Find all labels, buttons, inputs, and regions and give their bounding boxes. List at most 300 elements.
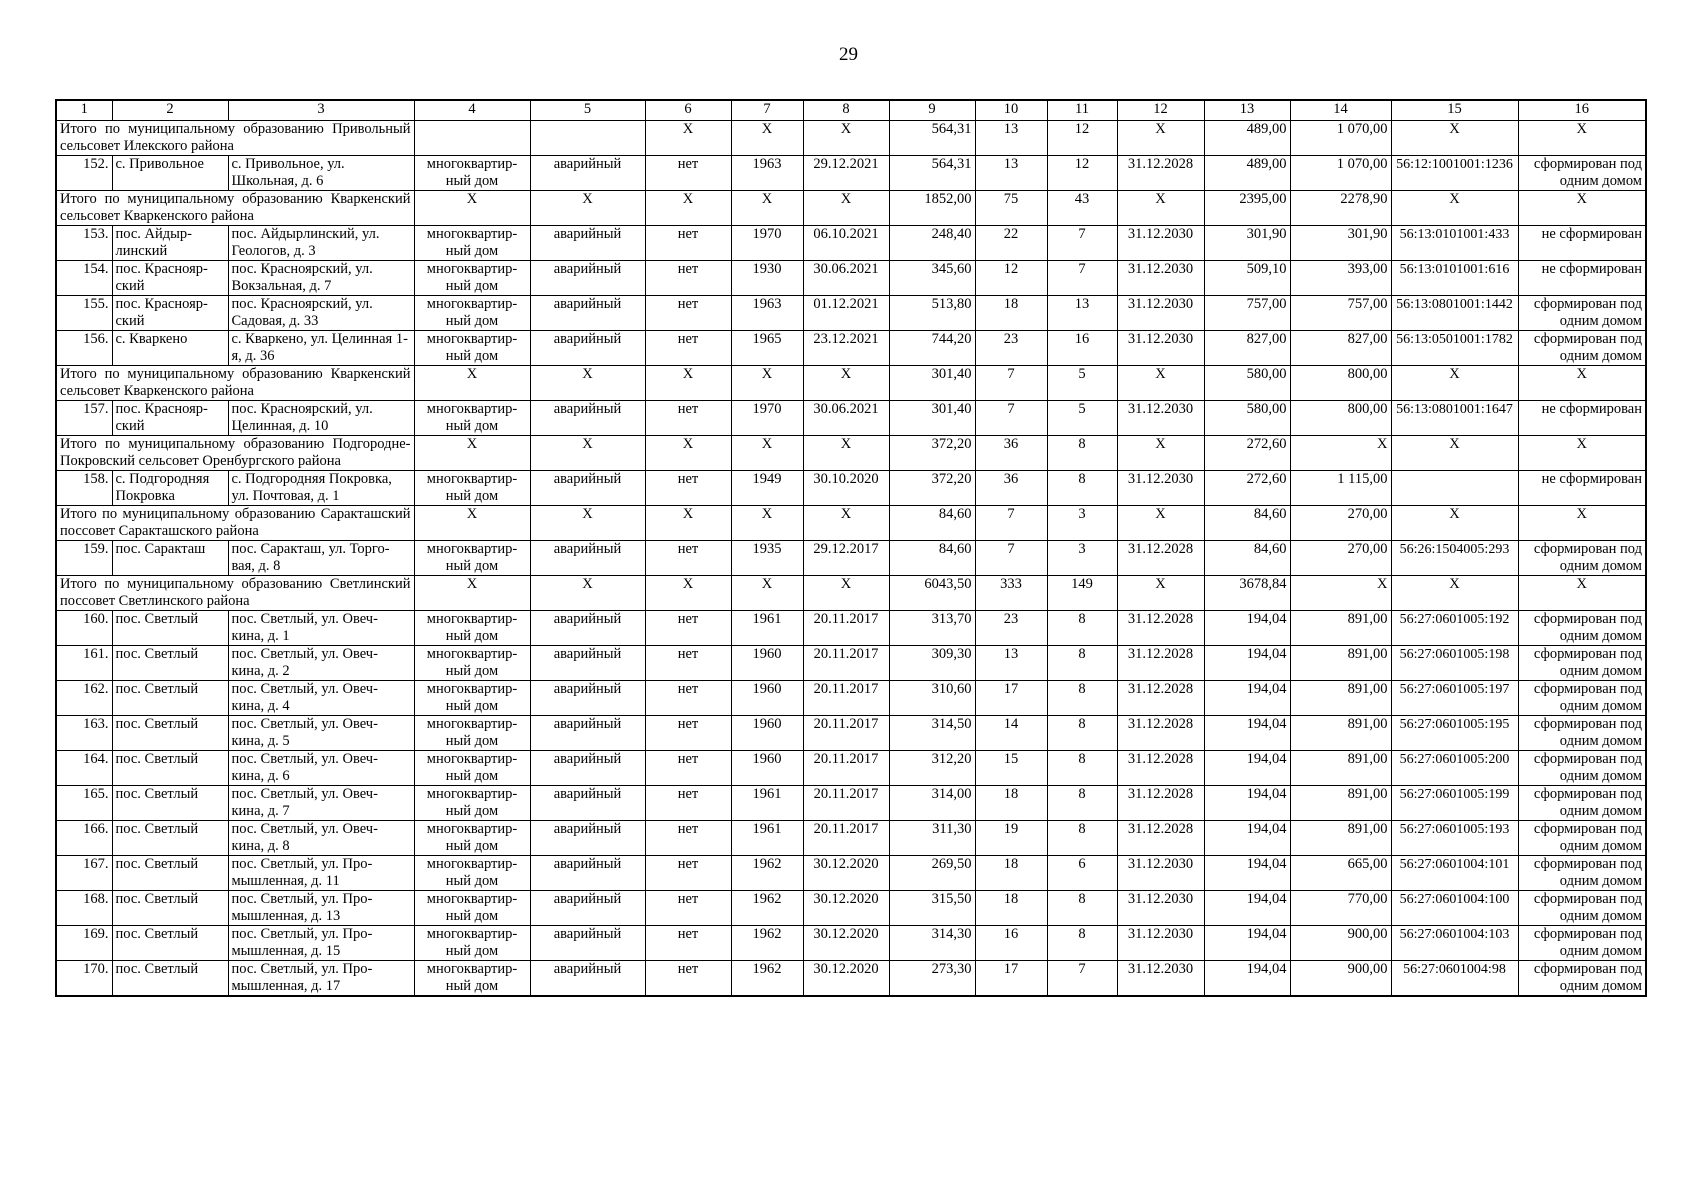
land-area-cell: 580,00 [1204,366,1290,401]
land-status-cell: сформирован под одним домом [1518,331,1646,366]
status-cell: нет [645,786,731,821]
land-status-cell: X [1518,121,1646,156]
recognition-date-cell: 30.12.2020 [803,961,889,997]
condition-cell: аварийный [530,541,645,576]
plot-area-cell: 891,00 [1290,646,1391,681]
deadline-cell: 31.12.2030 [1117,926,1204,961]
row-number: 154. [56,261,112,296]
plot-area-cell: 1 070,00 [1290,121,1391,156]
column-number: 9 [889,100,975,121]
residents-cell: 17 [975,681,1047,716]
plot-area-cell: X [1290,576,1391,611]
recognition-date-cell: 30.12.2020 [803,856,889,891]
building-type-cell: многоквартир-ный дом [414,961,530,997]
condition-cell: аварийный [530,331,645,366]
cadastral-number-cell: 56:27:0601005:193 [1391,821,1518,856]
recognition-date-cell: 30.06.2021 [803,401,889,436]
recognition-date-cell: 20.11.2017 [803,646,889,681]
year-built-cell: 1949 [731,471,803,506]
status-cell: нет [645,646,731,681]
residents-cell: 36 [975,471,1047,506]
deadline-cell: X [1117,506,1204,541]
column-number: 13 [1204,100,1290,121]
status-cell: X [645,576,731,611]
land-area-cell: 194,04 [1204,926,1290,961]
cadastral-number-cell: 56:27:0601005:197 [1391,681,1518,716]
settlement-cell: пос. Краснояр-ский [112,261,228,296]
year-built-cell: 1970 [731,401,803,436]
deadline-cell: 31.12.2030 [1117,261,1204,296]
plot-area-cell: 891,00 [1290,681,1391,716]
condition-cell: аварийный [530,856,645,891]
year-built-cell: 1961 [731,786,803,821]
recognition-date-cell: 20.11.2017 [803,786,889,821]
land-area-cell: 489,00 [1204,156,1290,191]
land-status-cell: X [1518,366,1646,401]
address-cell: пос. Айдырлинский, ул. Геологов, д. 3 [228,226,414,261]
year-built-cell: 1960 [731,751,803,786]
condition-cell: аварийный [530,786,645,821]
residents-cell: 18 [975,786,1047,821]
settlement-cell: с. Подгородняя Покровка [112,471,228,506]
plot-area-cell: 665,00 [1290,856,1391,891]
apartments-cell: 8 [1047,646,1117,681]
land-area-cell: 194,04 [1204,751,1290,786]
status-cell: нет [645,296,731,331]
column-number: 1 [56,100,112,121]
settlement-cell: пос. Светлый [112,716,228,751]
subtotal-label: Итого по муниципальному образованию Привольный сельсовет Илекского района [56,121,414,156]
year-built-cell: 1963 [731,296,803,331]
settlement-cell: пос. Светлый [112,891,228,926]
land-status-cell: сформирован под одним домом [1518,856,1646,891]
condition-cell: аварийный [530,611,645,646]
recognition-date-cell: 06.10.2021 [803,226,889,261]
building-type-cell: многоквартир-ный дом [414,891,530,926]
table-row [56,156,1646,191]
settlement-cell: пос. Светлый [112,646,228,681]
residents-cell: 16 [975,926,1047,961]
building-type-cell: многоквартир-ный дом [414,821,530,856]
recognition-date-cell: X [803,436,889,471]
status-cell: нет [645,331,731,366]
land-status-cell: сформирован под одним домом [1518,926,1646,961]
residents-cell: 13 [975,156,1047,191]
land-area-cell: 757,00 [1204,296,1290,331]
status-cell: нет [645,261,731,296]
plot-area-cell: 2278,90 [1290,191,1391,226]
cadastral-number-cell: 56:27:0601004:103 [1391,926,1518,961]
recognition-date-cell: X [803,506,889,541]
land-status-cell: сформирован под одним домом [1518,296,1646,331]
address-cell: пос. Саракташ, ул. Торго-вая, д. 8 [228,541,414,576]
address-cell: пос. Светлый, ул. Овеч-кина, д. 2 [228,646,414,681]
building-type-cell: многоквартир-ный дом [414,331,530,366]
land-status-cell: сформирован под одним домом [1518,961,1646,997]
row-number: 162. [56,681,112,716]
status-cell: нет [645,156,731,191]
recognition-date-cell: X [803,366,889,401]
deadline-cell: X [1117,366,1204,401]
address-cell: пос. Светлый, ул. Про-мышленная, д. 17 [228,961,414,997]
apartments-cell: 3 [1047,506,1117,541]
condition-cell: аварийный [530,751,645,786]
housing-registry-table [55,99,1647,997]
apartments-cell: 8 [1047,751,1117,786]
plot-area-cell: 800,00 [1290,401,1391,436]
apartments-cell: 6 [1047,856,1117,891]
land-area-cell: 272,60 [1204,471,1290,506]
land-status-cell: X [1518,436,1646,471]
building-type-cell: X [414,576,530,611]
row-number: 161. [56,646,112,681]
year-built-cell: X [731,506,803,541]
cadastral-number-cell: 56:13:0801001:1647 [1391,401,1518,436]
land-area-cell: 301,90 [1204,226,1290,261]
land-status-cell: сформирован под одним домом [1518,681,1646,716]
status-cell: X [645,121,731,156]
recognition-date-cell: 30.06.2021 [803,261,889,296]
residents-cell: 14 [975,716,1047,751]
row-number: 163. [56,716,112,751]
residents-cell: 15 [975,751,1047,786]
residents-cell: 7 [975,401,1047,436]
plot-area-cell: 891,00 [1290,786,1391,821]
subtotal-label: Итого по муниципальному образованию Кваркенский сельсовет Кваркенского района [56,191,414,226]
apartments-cell: 43 [1047,191,1117,226]
plot-area-cell: 891,00 [1290,611,1391,646]
plot-area-cell: 1 115,00 [1290,471,1391,506]
row-number: 152. [56,156,112,191]
deadline-cell: 31.12.2030 [1117,226,1204,261]
year-built-cell: 1961 [731,821,803,856]
area-cell: 84,60 [889,506,975,541]
recognition-date-cell: 30.12.2020 [803,891,889,926]
year-built-cell: 1962 [731,891,803,926]
status-cell: нет [645,541,731,576]
recognition-date-cell: 29.12.2017 [803,541,889,576]
cadastral-number-cell: 56:27:0601005:199 [1391,786,1518,821]
table-row [56,471,1646,506]
recognition-date-cell: 20.11.2017 [803,821,889,856]
status-cell: нет [645,891,731,926]
cadastral-number-cell: 56:27:0601005:198 [1391,646,1518,681]
address-cell: с. Кваркено, ул. Целинная 1-я, д. 36 [228,331,414,366]
table-row [56,296,1646,331]
subtotal-row [56,576,1646,611]
settlement-cell: пос. Светлый [112,926,228,961]
residents-cell: 17 [975,961,1047,997]
area-cell: 744,20 [889,331,975,366]
cadastral-number-cell: 56:26:1504005:293 [1391,541,1518,576]
address-cell: пос. Светлый, ул. Овеч-кина, д. 7 [228,786,414,821]
table-row [56,891,1646,926]
building-type-cell: многоквартир-ный дом [414,401,530,436]
address-cell: пос. Светлый, ул. Про-мышленная, д. 13 [228,891,414,926]
residents-cell: 36 [975,436,1047,471]
year-built-cell: X [731,436,803,471]
land-status-cell: X [1518,576,1646,611]
column-number: 7 [731,100,803,121]
subtotal-row [56,506,1646,541]
row-number: 155. [56,296,112,331]
table-row [56,226,1646,261]
column-number: 4 [414,100,530,121]
plot-area-cell: 1 070,00 [1290,156,1391,191]
condition-cell: аварийный [530,471,645,506]
plot-area-cell: 800,00 [1290,366,1391,401]
deadline-cell: 31.12.2030 [1117,331,1204,366]
deadline-cell: 31.12.2028 [1117,156,1204,191]
table-row [56,541,1646,576]
year-built-cell: X [731,191,803,226]
area-cell: 301,40 [889,366,975,401]
table-row [56,751,1646,786]
building-type-cell: многоквартир-ный дом [414,156,530,191]
building-type-cell: многоквартир-ный дом [414,296,530,331]
deadline-cell: 31.12.2028 [1117,611,1204,646]
cadastral-number-cell: 56:27:0601004:100 [1391,891,1518,926]
status-cell: X [645,366,731,401]
condition-cell [530,121,645,156]
cadastral-number-cell [1391,471,1518,506]
table-row [56,261,1646,296]
land-status-cell: X [1518,191,1646,226]
condition-cell: аварийный [530,891,645,926]
year-built-cell: X [731,366,803,401]
cadastral-number-cell: 56:13:0101001:616 [1391,261,1518,296]
status-cell: X [645,436,731,471]
recognition-date-cell: 23.12.2021 [803,331,889,366]
recognition-date-cell: 29.12.2021 [803,156,889,191]
address-cell: с. Подгородняя Покровка, ул. Почтовая, д. 1 [228,471,414,506]
year-built-cell: 1962 [731,961,803,997]
condition-cell: X [530,191,645,226]
apartments-cell: 12 [1047,156,1117,191]
land-status-cell: не сформирован [1518,261,1646,296]
subtotal-row [56,366,1646,401]
row-number: 164. [56,751,112,786]
column-number: 6 [645,100,731,121]
residents-cell: 23 [975,331,1047,366]
subtotal-row [56,436,1646,471]
building-type-cell: многоквартир-ный дом [414,646,530,681]
status-cell: нет [645,751,731,786]
row-number: 165. [56,786,112,821]
land-status-cell: сформирован под одним домом [1518,786,1646,821]
area-cell: 314,30 [889,926,975,961]
cadastral-number-cell: 56:27:0601005:192 [1391,611,1518,646]
year-built-cell: 1935 [731,541,803,576]
apartments-cell: 7 [1047,261,1117,296]
cadastral-number-cell: X [1391,436,1518,471]
building-type-cell [414,121,530,156]
settlement-cell: пос. Светлый [112,611,228,646]
condition-cell: аварийный [530,156,645,191]
table-row [56,926,1646,961]
deadline-cell: 31.12.2028 [1117,786,1204,821]
condition-cell: X [530,366,645,401]
residents-cell: 23 [975,611,1047,646]
area-cell: 310,60 [889,681,975,716]
building-type-cell: многоквартир-ный дом [414,611,530,646]
area-cell: 564,31 [889,121,975,156]
apartments-cell: 5 [1047,401,1117,436]
status-cell: нет [645,926,731,961]
address-cell: пос. Светлый, ул. Про-мышленная, д. 11 [228,856,414,891]
year-built-cell: 1962 [731,856,803,891]
year-built-cell: 1965 [731,331,803,366]
land-area-cell: 194,04 [1204,716,1290,751]
condition-cell: аварийный [530,296,645,331]
building-type-cell: многоквартир-ный дом [414,751,530,786]
building-type-cell: многоквартир-ный дом [414,926,530,961]
land-area-cell: 2395,00 [1204,191,1290,226]
deadline-cell: 31.12.2028 [1117,646,1204,681]
row-number: 157. [56,401,112,436]
condition-cell: аварийный [530,716,645,751]
apartments-cell: 8 [1047,891,1117,926]
settlement-cell: пос. Светлый [112,681,228,716]
column-number: 2 [112,100,228,121]
row-number: 170. [56,961,112,997]
building-type-cell: многоквартир-ный дом [414,716,530,751]
residents-cell: 12 [975,261,1047,296]
year-built-cell: 1962 [731,926,803,961]
deadline-cell: 31.12.2030 [1117,891,1204,926]
address-cell: пос. Красноярский, ул. Вокзальная, д. 7 [228,261,414,296]
settlement-cell: пос. Айдыр-линский [112,226,228,261]
residents-cell: 7 [975,366,1047,401]
column-number: 14 [1290,100,1391,121]
year-built-cell: 1960 [731,646,803,681]
settlement-cell: пос. Светлый [112,786,228,821]
recognition-date-cell: 01.12.2021 [803,296,889,331]
subtotal-label: Итого по муниципальному образованию Подгородне-Покровский сельсовет Оренбургского района [56,436,414,471]
deadline-cell: 31.12.2028 [1117,716,1204,751]
land-status-cell: сформирован под одним домом [1518,156,1646,191]
table-row [56,961,1646,997]
year-built-cell: 1960 [731,681,803,716]
plot-area-cell: 891,00 [1290,751,1391,786]
residents-cell: 18 [975,856,1047,891]
address-cell: пос. Красноярский, ул. Целинная, д. 10 [228,401,414,436]
land-area-cell: 194,04 [1204,891,1290,926]
table-row [56,331,1646,366]
cadastral-number-cell: 56:27:0601004:101 [1391,856,1518,891]
settlement-cell: пос. Краснояр-ский [112,401,228,436]
residents-cell: 18 [975,891,1047,926]
area-cell: 311,30 [889,821,975,856]
building-type-cell: многоквартир-ный дом [414,471,530,506]
land-area-cell: 84,60 [1204,541,1290,576]
land-status-cell: X [1518,506,1646,541]
status-cell: нет [645,821,731,856]
status-cell: нет [645,226,731,261]
condition-cell: аварийный [530,401,645,436]
land-status-cell: не сформирован [1518,401,1646,436]
column-number: 15 [1391,100,1518,121]
area-cell: 372,20 [889,471,975,506]
column-number: 3 [228,100,414,121]
apartments-cell: 12 [1047,121,1117,156]
column-number: 10 [975,100,1047,121]
year-built-cell: 1930 [731,261,803,296]
condition-cell: X [530,576,645,611]
apartments-cell: 8 [1047,786,1117,821]
table-row [56,856,1646,891]
area-cell: 345,60 [889,261,975,296]
area-cell: 313,70 [889,611,975,646]
subtotal-row [56,191,1646,226]
column-number-row [56,100,1646,121]
plot-area-cell: 900,00 [1290,961,1391,997]
deadline-cell: 31.12.2030 [1117,401,1204,436]
year-built-cell: 1963 [731,156,803,191]
residents-cell: 22 [975,226,1047,261]
residents-cell: 18 [975,296,1047,331]
year-built-cell: 1961 [731,611,803,646]
plot-area-cell: 301,90 [1290,226,1391,261]
area-cell: 273,30 [889,961,975,997]
land-area-cell: 194,04 [1204,961,1290,997]
land-status-cell: сформирован под одним домом [1518,751,1646,786]
subtotal-row [56,121,1646,156]
settlement-cell: с. Кваркено [112,331,228,366]
condition-cell: аварийный [530,821,645,856]
residents-cell: 333 [975,576,1047,611]
land-area-cell: 509,10 [1204,261,1290,296]
subtotal-label: Итого по муниципальному образованию Кваркенский сельсовет Кваркенского района [56,366,414,401]
residents-cell: 13 [975,646,1047,681]
building-type-cell: X [414,436,530,471]
row-number: 160. [56,611,112,646]
deadline-cell: 31.12.2028 [1117,751,1204,786]
address-cell: пос. Светлый, ул. Овеч-кина, д. 1 [228,611,414,646]
table-row [56,681,1646,716]
deadline-cell: 31.12.2028 [1117,681,1204,716]
recognition-date-cell: 30.12.2020 [803,926,889,961]
row-number: 167. [56,856,112,891]
row-number: 168. [56,891,112,926]
area-cell: 301,40 [889,401,975,436]
area-cell: 315,50 [889,891,975,926]
year-built-cell: 1960 [731,716,803,751]
recognition-date-cell: 20.11.2017 [803,716,889,751]
settlement-cell: пос. Светлый [112,751,228,786]
land-status-cell: сформирован под одним домом [1518,891,1646,926]
area-cell: 309,30 [889,646,975,681]
plot-area-cell: 270,00 [1290,541,1391,576]
cadastral-number-cell: 56:13:0801001:1442 [1391,296,1518,331]
area-cell: 564,31 [889,156,975,191]
status-cell: X [645,191,731,226]
status-cell: нет [645,716,731,751]
condition-cell: аварийный [530,646,645,681]
area-cell: 269,50 [889,856,975,891]
status-cell: нет [645,611,731,646]
settlement-cell: пос. Светлый [112,856,228,891]
settlement-cell: с. Привольное [112,156,228,191]
condition-cell: аварийный [530,961,645,997]
cadastral-number-cell: X [1391,576,1518,611]
plot-area-cell: 770,00 [1290,891,1391,926]
deadline-cell: 31.12.2030 [1117,296,1204,331]
apartments-cell: 7 [1047,961,1117,997]
cadastral-number-cell: 56:27:0601005:195 [1391,716,1518,751]
building-type-cell: многоквартир-ный дом [414,786,530,821]
year-built-cell: X [731,121,803,156]
